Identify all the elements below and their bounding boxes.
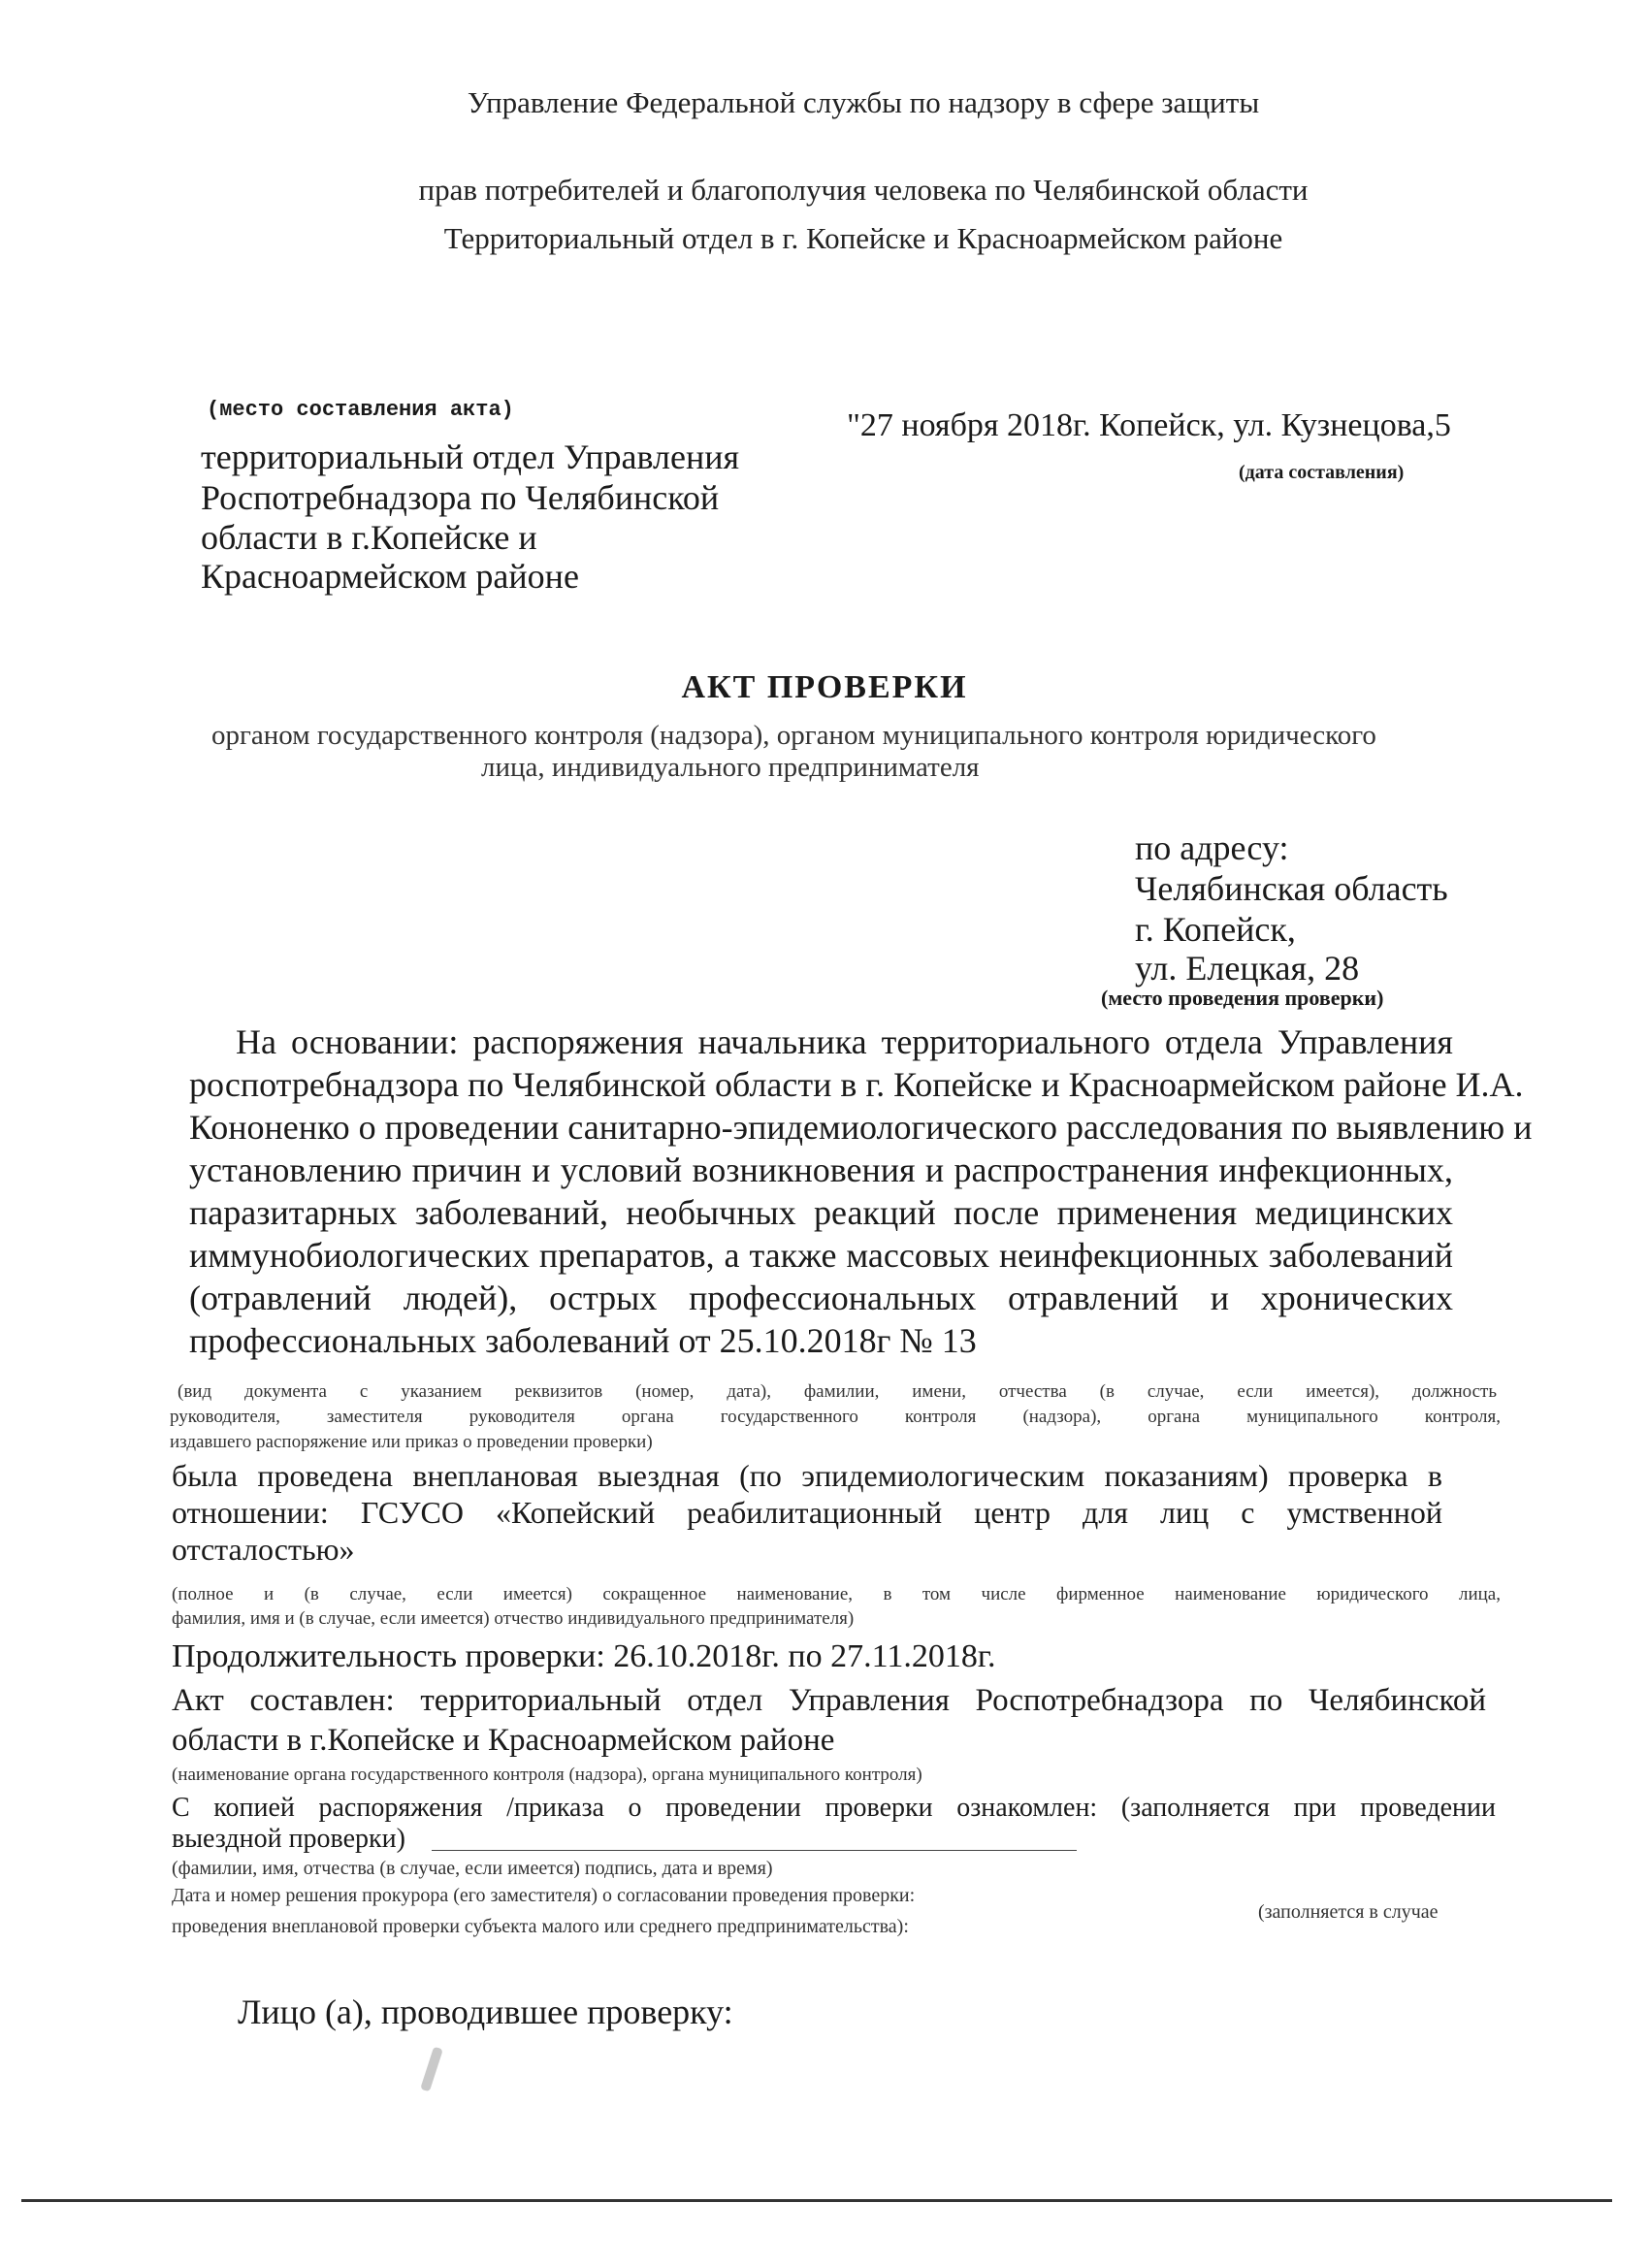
basis-note-line: (вид документа с указанием реквизитов (номер, дата), фамилии, имени, отчества (в случае, если имеется), должность [178,1381,1497,1402]
act-place-line: Красноармейском районе [201,557,579,596]
basis-line: паразитарных заболеваний, необычных реакций после применения медицинских [189,1193,1453,1232]
bottom-rule [21,2199,1612,2202]
address-label: (место проведения проверки) [1101,986,1384,1010]
basis-line: На основании: распоряжения начальника территориального отдела Управления [236,1022,1453,1061]
address-line: г. Копейск, [1135,910,1296,949]
inspection-line: отсталостью» [172,1532,355,1567]
basis-note-line: издавшего распоряжение или приказ о проведении проверки) [170,1432,653,1452]
act-place-line: Роспотребнадзора по Челябинской [201,478,720,517]
basis-line: профессиональных заболеваний от 25.10.2018г № 13 [189,1321,977,1360]
prosecutor-line: проведения внеплановой проверки субъекта малого или среднего предпринимательства): [172,1916,909,1937]
document-title: АКТ ПРОВЕРКИ [681,669,968,705]
signature-underline [432,1850,1077,1851]
act-place-label: (место составления акта) [207,398,514,422]
basis-line: (отравлений людей), острых профессиональных отравлений и хронических [189,1279,1453,1317]
inspection-line: была проведена внеплановая выездная (по эпидемиологическим показаниям) проверка в [172,1458,1442,1493]
act-date: "27 ноября 2018г. Копейск, ул. Кузнецова,5 [847,407,1451,443]
address-line: Челябинская область [1135,869,1448,908]
inspection-duration: Продолжительность проверки: 26.10.2018г. по 27.11.2018г. [172,1638,996,1674]
entity-note-line: фамилия, имя и (в случае, если имеется) отчество индивидуального предпринимателя) [172,1608,855,1629]
familiarization-note: (фамилии, имя, отчества (в случае, если имеется) подпись, дата и время) [172,1858,773,1879]
compiled-by-line: Акт составлен: территориальный отдел Управления Роспотребнадзора по Челябинской [172,1683,1486,1718]
familiarization-line: С копией распоряжения /приказа о проведении проверки ознакомлен: (заполняется при проведении [172,1793,1496,1823]
basis-line: роспотребнадзора по Челябинской области в г. Копейске и Красноармейском районе И.А. [189,1065,1524,1104]
entity-note-line: (полное и (в случае, если имеется) сокращенное наименование, в том числе фирменное наименование юридического лица, [172,1584,1501,1604]
title-sub-line: органом государственного контроля (надзора), органом муниципального контроля юридического [211,720,1376,751]
basis-line: установлению причин и условий возникновения и распространения инфекционных, [189,1150,1453,1189]
act-place-line: области в г.Копейске и [201,518,537,557]
prosecutor-line: Дата и номер решения прокурора (его заместителя) о согласовании проведения проверки: [172,1885,916,1906]
compiled-by-note: (наименование органа государственного контроля (надзора), органа муниципального контроля) [172,1765,922,1785]
title-sub-line: лица, индивидуального предпринимателя [481,752,980,783]
basis-note-line: руководителя, заместителя руководителя органа государственного контроля (надзора), органа муниципального контроля, [170,1407,1501,1427]
address-line: по адресу: [1135,828,1289,867]
act-date-label: (дата составления) [1239,462,1405,483]
inspection-line: отношении: ГСУСО «Копейский реабилитационный центр для лиц с умственной [172,1495,1442,1530]
familiarization-line: выездной проверки) [172,1824,405,1854]
act-place-line: территориальный отдел Управления [201,437,740,476]
pen-mark [420,2047,443,2092]
compiled-by-line: области в г.Копейске и Красноармейском районе [172,1723,835,1758]
header-line-1: Управление Федеральной службы по надзору в сфере защиты [467,85,1260,119]
prosecutor-note: (заполняется в случае [1258,1901,1439,1923]
basis-line: иммунобиологических препаратов, а также массовых неинфекционных заболеваний [189,1236,1453,1275]
address-line: ул. Елецкая, 28 [1135,949,1360,988]
header-line-3: Территориальный отдел в г. Копейске и Красноармейском районе [443,221,1283,255]
header-line-2: прав потребителей и благополучия человека по Челябинской области [418,173,1309,207]
inspector-label: Лицо (а), проводившее проверку: [238,1993,733,2031]
basis-line: Кононенко о проведении санитарно-эпидемиологического расследования по выявлению и [189,1108,1533,1147]
